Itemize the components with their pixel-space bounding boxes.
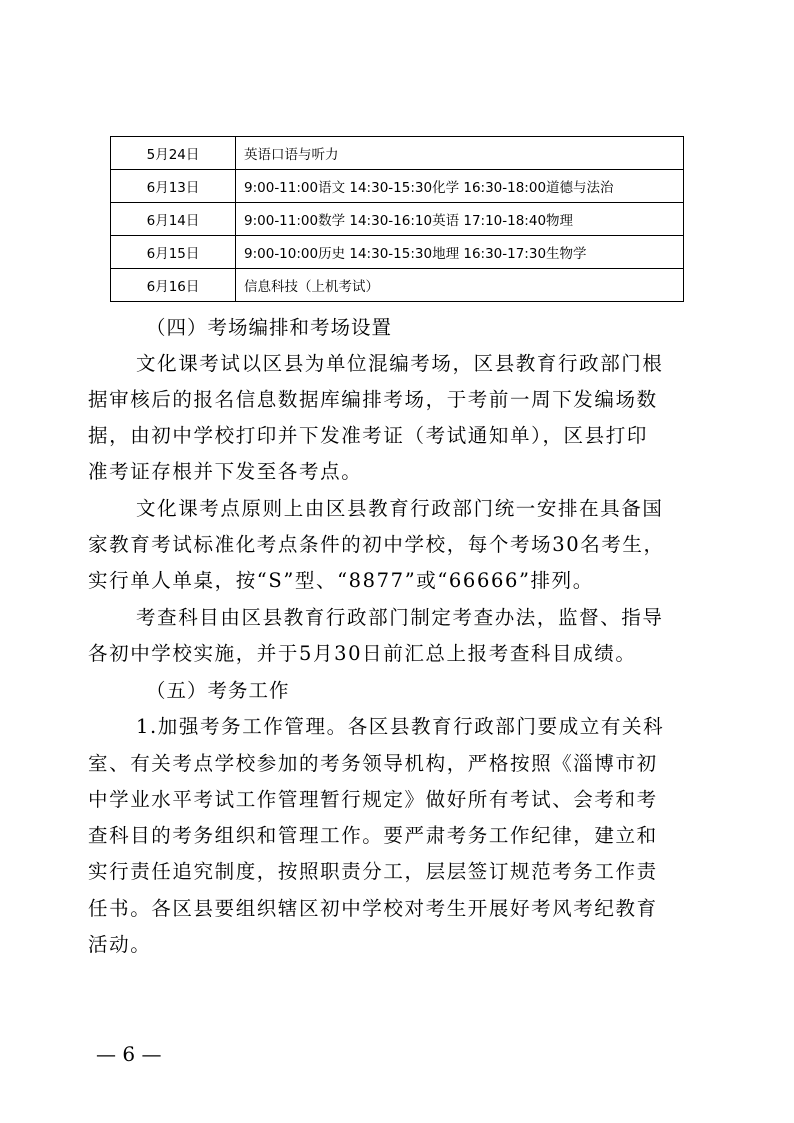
schedule-date: 6月15日 (111, 236, 236, 269)
paragraph-line: 实行责任追究制度，按照职责分工，层层签订规范考务工作责 (88, 860, 658, 883)
schedule-date: 6月16日 (111, 269, 236, 302)
table-row (111, 170, 684, 203)
schedule-subjects: 英语口语与听力 (236, 137, 684, 170)
table-row (111, 137, 684, 170)
paragraph-line: 考查科目由区县教育行政部门制定考查办法，监督、指导 (136, 606, 664, 629)
schedule-subjects: 9:00-11:00数学 14:30-16:10英语 17:10-18:40物理 (236, 203, 684, 236)
paragraph-line: 文化课考点原则上由区县教育行政部门统一安排在具备国 (136, 497, 664, 520)
schedule-subjects: 9:00-10:00历史 14:30-15:30地理 16:30-17:30生物学 (236, 236, 684, 269)
paragraph-line: 查科目的考务组织和管理工作。要严肃考务工作纪律，建立和 (88, 824, 658, 847)
paragraph-line: 据，由初中学校打印并下发准考证（考试通知单），区县打印 (88, 424, 648, 447)
paragraph-line: 家教育考试标准化考点条件的初中学校，每个考场30名考生， (88, 533, 665, 556)
paragraph-line: 中学业水平考试工作管理暂行规定》做好所有考试、会考和考 (88, 788, 658, 811)
paragraph-line: 文化课考试以区县为单位混编考场，区县教育行政部门根 (136, 352, 664, 375)
paragraph-line: 1.加强考务工作管理。各区县教育行政部门要成立有关科 (136, 715, 665, 738)
paragraph-line: 室、有关考点学校参加的考务领导机构，严格按照《淄博市初 (88, 752, 658, 775)
schedule-subjects: 信息科技（上机考试） (236, 269, 684, 302)
exam-schedule-table (110, 136, 684, 302)
paragraph-line: 准考证存根并下发至各考点。 (88, 460, 363, 483)
schedule-date: 6月14日 (111, 203, 236, 236)
paragraph-line: 据审核后的报名信息数据库编排考场，于考前一周下发编场数 (88, 388, 658, 411)
schedule-subjects: 9:00-11:00语文 14:30-15:30化学 16:30-18:00道德与法治 (236, 170, 684, 203)
page-number: — 6 — (96, 1042, 162, 1066)
section-heading: （五）考务工作 (146, 679, 290, 702)
paragraph-line: 任书。各区县要组织辖区初中学校对考生开展好考风考纪教育 (88, 897, 658, 920)
paragraph-line: 活动。 (88, 933, 152, 956)
paragraph-line: 实行单人单桌，按“S”型、“8877”或“66666”排列。 (88, 569, 594, 592)
table-row (111, 203, 684, 236)
table-row (111, 236, 684, 269)
schedule-date: 5月24日 (111, 137, 236, 170)
schedule-date: 6月13日 (111, 170, 236, 203)
paragraph-line: 各初中学校实施，并于5月30日前汇总上报考查科目成绩。 (88, 642, 637, 665)
section-heading: （四）考场编排和考场设置 (146, 316, 393, 339)
table-row (111, 269, 684, 302)
